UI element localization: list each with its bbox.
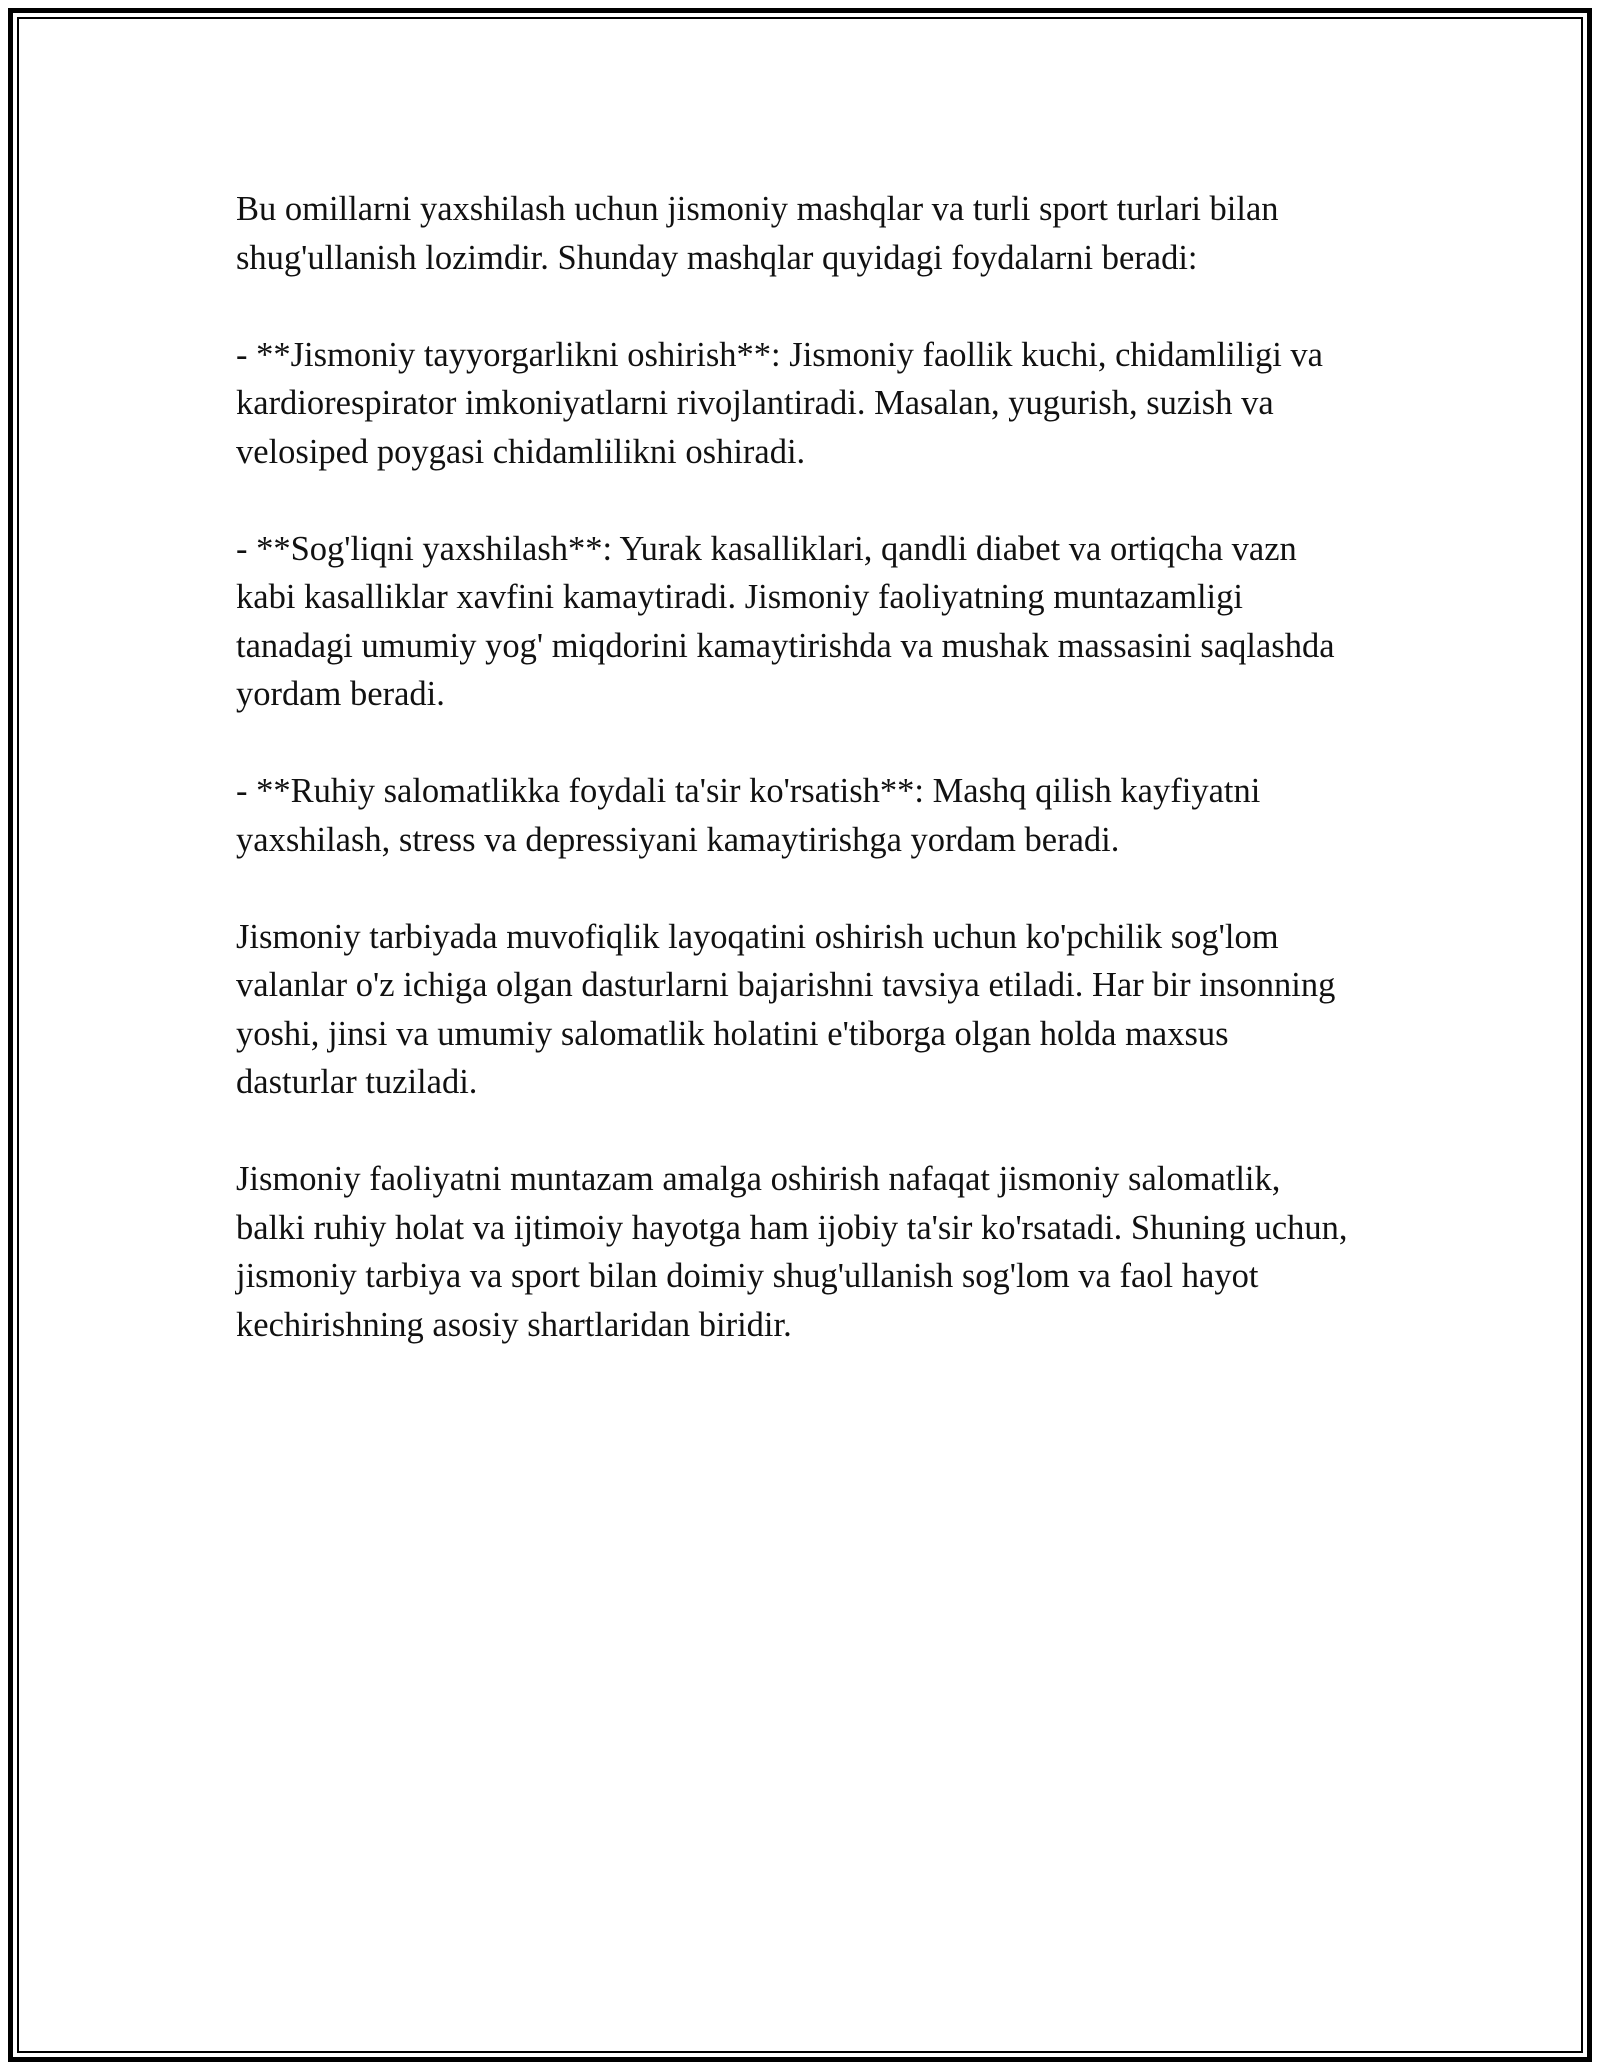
paragraph-programs: Jismoniy tarbiyada muvofiqlik layoqatini oshirish uchun ko'pchilik sog'lom valanlar o'z ichiga olgan dasturlarni bajarishni tavsiya etiladi. Har bir insonning yoshi, jinsi va umumiy salomatlik holatini e'tiborga olgan holda maxsus dasturlar tuziladi. [236, 917, 1336, 1101]
document-body [236, 185, 1356, 1349]
paragraph-mental-health: - **Ruhiy salomatlikka foydali ta'sir ko'rsatish**: Mashq qilish kayfiyatni yaxshilash, stress va depressiyani kamaytirishga yordam beradi. [236, 772, 1261, 859]
paragraph-health-improvement: - **Sog'liqni yaxshilash**: Yurak kasalliklari, qandli diabet va ortiqcha vazn kabi kasalliklar xavfini kamaytiradi. Jismoniy faoliyatning muntazamligi tanadagi umumiy yog' miqdorini kamaytirishda va mushak massasini saqlashda yordam beradi. [236, 529, 1335, 713]
paragraph-physical-fitness: - **Jismoniy tayyorgarlikni oshirish**: Jismoniy faollik kuchi, chidamliligi va kardiorespirator imkoniyatlarni rivojlantiradi. Masalan, yugurish, suzish va velosiped poygasi chidamlilikni oshiradi. [236, 335, 1323, 471]
paragraph-intro: Bu omillarni yaxshilash uchun jismoniy mashqlar va turli sport turlari bilan shug'ullanish lozimdir. Shunday mashqlar quyidagi foydalarni beradi: [236, 190, 1279, 277]
paragraph-conclusion: Jismoniy faoliyatni muntazam amalga oshirish nafaqat jismoniy salomatlik, balki ruhiy holat va ijtimoiy hayotga ham ijobiy ta'sir ko'rsatadi. Shuning uchun, jismoniy tarbiya va sport bilan doimiy shug'ullanish sog'lom va faol hayot kechirishning asosiy shartlaridan biridir. [236, 1160, 1348, 1344]
